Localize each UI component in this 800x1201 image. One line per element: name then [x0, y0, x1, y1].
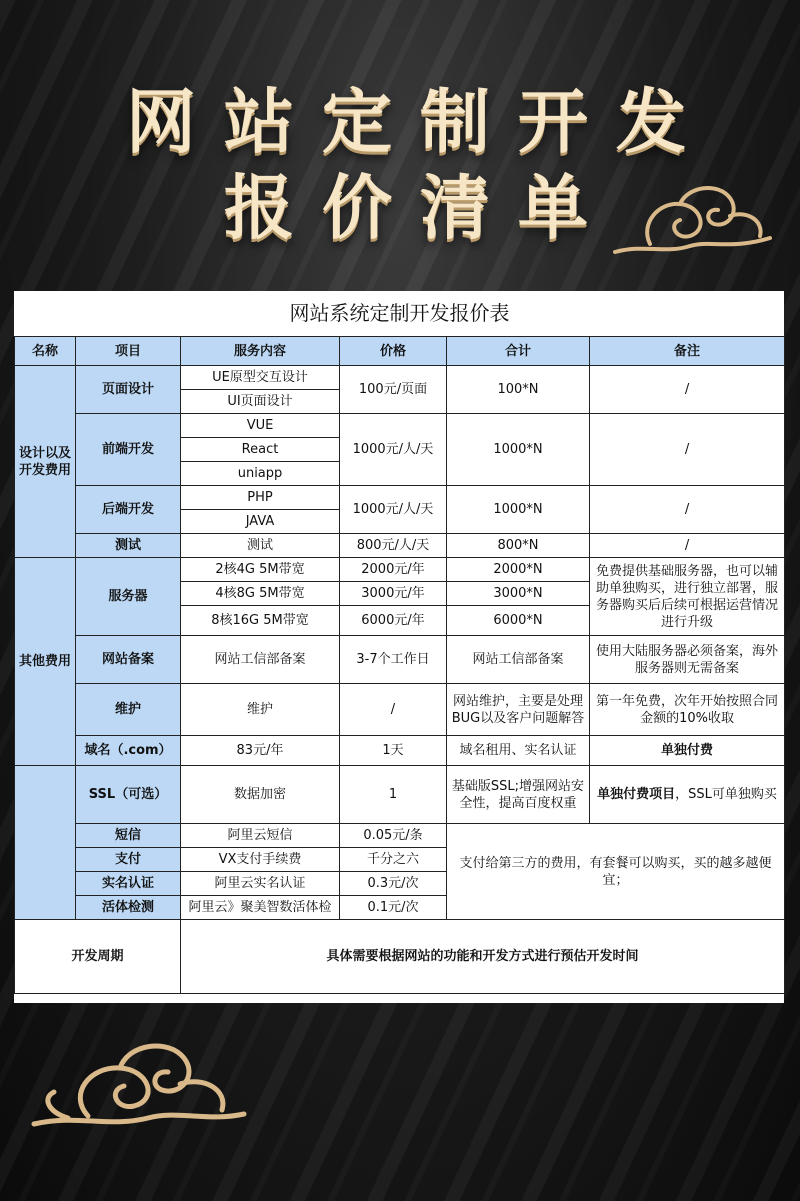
group-design-dev: 设计以及开发费用 — [15, 366, 76, 558]
service-cell: 网站工信部备案 — [181, 636, 340, 684]
table-row — [15, 486, 785, 510]
table-row — [15, 824, 785, 848]
service-cell: 8核16G 5M带宽 — [181, 606, 340, 636]
item-backend: 后端开发 — [76, 486, 181, 534]
service-cell: 阿里云短信 — [181, 824, 340, 848]
price-cell: / — [340, 684, 447, 736]
note-cell: 第一年免费，次年开始按照合同金额的10%收取 — [590, 684, 785, 736]
item-sms: 短信 — [76, 824, 181, 848]
auspicious-cloud-icon — [28, 1036, 250, 1132]
total-cell: 2000*N — [447, 558, 590, 582]
service-cell: UE原型交互设计 — [181, 366, 340, 390]
table-row — [15, 684, 785, 736]
service-cell: 2核4G 5M带宽 — [181, 558, 340, 582]
price-cell: 2000元/年 — [340, 558, 447, 582]
col-service: 服务内容 — [181, 337, 340, 366]
price-cell: 100元/页面 — [340, 366, 447, 414]
service-cell: 83元/年 — [181, 736, 340, 766]
price-cell: 800元/人/天 — [340, 534, 447, 558]
item-frontend: 前端开发 — [76, 414, 181, 486]
price-cell: 1天 — [340, 736, 447, 766]
group-other: 其他费用 — [15, 558, 76, 766]
price-cell: 1000元/人/天 — [340, 486, 447, 534]
note-cell: 免费提供基础服务器，也可以辅助单独购买，进行独立部署，服务器购买后后续可根据运营情况进行升级 — [590, 558, 785, 636]
table-row — [15, 534, 785, 558]
service-cell: 维护 — [181, 684, 340, 736]
quotation-table — [14, 291, 785, 994]
total-cell: 网站工信部备案 — [447, 636, 590, 684]
service-cell: 数据加密 — [181, 766, 340, 824]
total-cell: 100*N — [447, 366, 590, 414]
col-item: 项目 — [76, 337, 181, 366]
item-domain: 域名（.com） — [76, 736, 181, 766]
table-row — [15, 766, 785, 824]
price-cell: 0.05元/条 — [340, 824, 447, 848]
service-cell: PHP — [181, 486, 340, 510]
service-cell: JAVA — [181, 510, 340, 534]
total-cell: 6000*N — [447, 606, 590, 636]
total-cell: 800*N — [447, 534, 590, 558]
table-row — [15, 736, 785, 766]
service-cell: 4核8G 5M带宽 — [181, 582, 340, 606]
price-cell: 千分之六 — [340, 848, 447, 872]
table-row — [15, 414, 785, 438]
note-cell — [590, 766, 785, 824]
note-cell: / — [590, 534, 785, 558]
table-row — [15, 366, 785, 390]
item-page-design: 页面设计 — [76, 366, 181, 414]
service-cell: 测试 — [181, 534, 340, 558]
col-name: 名称 — [15, 337, 76, 366]
period-label: 开发周期 — [15, 920, 181, 994]
note-cell: 单独付费 — [590, 736, 785, 766]
table-row — [15, 558, 785, 582]
price-cell: 0.3元/次 — [340, 872, 447, 896]
total-cell: 3000*N — [447, 582, 590, 606]
service-cell: uniapp — [181, 462, 340, 486]
price-cell: 0.1元/次 — [340, 896, 447, 920]
note-text: ，SSL可单独购买 — [675, 787, 777, 802]
note-cell: 使用大陆服务器必须备案，海外服务器则无需备案 — [590, 636, 785, 684]
total-cell: 域名租用、实名认证 — [447, 736, 590, 766]
item-liveness: 活体检测 — [76, 896, 181, 920]
item-payment: 支付 — [76, 848, 181, 872]
service-cell: VUE — [181, 414, 340, 438]
auspicious-cloud-icon — [610, 180, 775, 262]
note-bold-text: 单独付费项目 — [597, 787, 676, 802]
third-party-note: 支付给第三方的费用，有套餐可以购买，买的越多越便宜； — [447, 824, 785, 920]
quotation-sheet — [14, 291, 784, 1003]
group-blank — [15, 766, 76, 920]
table-row — [15, 920, 785, 994]
item-ssl: SSL（可选） — [76, 766, 181, 824]
item-maintenance: 维护 — [76, 684, 181, 736]
price-cell: 1000元/人/天 — [340, 414, 447, 486]
total-cell: 网站维护，主要是处理BUG以及客户问题解答 — [447, 684, 590, 736]
service-cell: UI页面设计 — [181, 390, 340, 414]
price-cell: 1 — [340, 766, 447, 824]
note-cell: / — [590, 486, 785, 534]
item-testing: 测试 — [76, 534, 181, 558]
table-row — [15, 636, 785, 684]
total-cell: 1000*N — [447, 414, 590, 486]
service-cell: 阿里云实名认证 — [181, 872, 340, 896]
note-cell: / — [590, 366, 785, 414]
col-total: 合计 — [447, 337, 590, 366]
title-line-2: 报价清单 — [224, 167, 616, 249]
total-cell: 基础版SSL;增强网站安全性，提高百度权重 — [447, 766, 590, 824]
service-cell: 阿里云》聚美智数活体检 — [181, 896, 340, 920]
service-cell: VX支付手续费 — [181, 848, 340, 872]
price-cell: 3-7个工作日 — [340, 636, 447, 684]
title-line-1: 网站定制开发 — [126, 81, 714, 163]
price-cell: 3000元/年 — [340, 582, 447, 606]
item-realname: 实名认证 — [76, 872, 181, 896]
total-cell: 1000*N — [447, 486, 590, 534]
period-value: 具体需要根据网站的功能和开发方式进行预估开发时间 — [181, 920, 785, 994]
service-cell: React — [181, 438, 340, 462]
price-cell: 6000元/年 — [340, 606, 447, 636]
col-price: 价格 — [340, 337, 447, 366]
table-caption: 网站系统定制开发报价表 — [15, 291, 785, 337]
header-row — [15, 337, 785, 366]
item-filing: 网站备案 — [76, 636, 181, 684]
item-server: 服务器 — [76, 558, 181, 636]
col-note: 备注 — [590, 337, 785, 366]
note-cell: / — [590, 414, 785, 486]
